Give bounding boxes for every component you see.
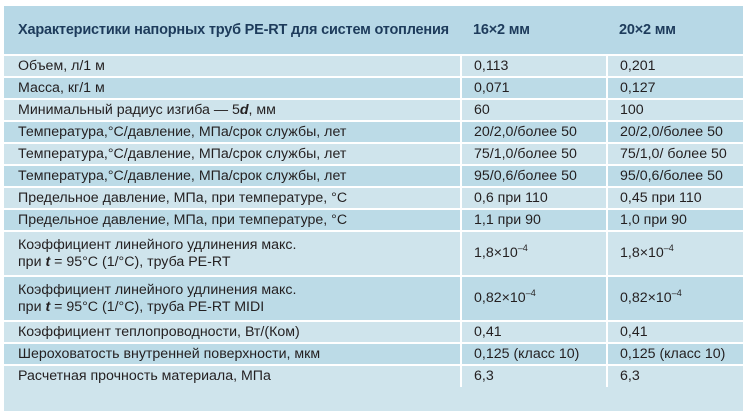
row-label-line1: Коэффициент линейного удлинения макс.	[18, 236, 297, 253]
value-16x2: 20/2,0/более 50	[461, 121, 607, 143]
row-label: Предельное давление, МПа, при температуре, °С	[4, 187, 461, 209]
row-label-text: = 95°С (1/°С), труба PE-RT	[50, 253, 231, 270]
value-16x2	[461, 231, 607, 276]
row-label-unit: , мм	[248, 101, 276, 118]
row-label-text: при	[18, 253, 46, 270]
value-20x2	[607, 276, 743, 321]
row-label	[4, 276, 461, 321]
row-label-symbol: d	[239, 101, 249, 118]
value-exponent: –4	[517, 243, 528, 253]
table-row	[4, 143, 743, 165]
value-exponent: –4	[663, 243, 674, 253]
specs-table	[4, 6, 743, 387]
value-16x2: 1,1 при 90	[461, 209, 607, 231]
value-20x2: 0,125 (класс 10)	[607, 343, 743, 365]
value-16x2: 0,071	[461, 77, 607, 99]
table-title: Характеристики напорных труб PE-RT для систем отопления	[4, 6, 461, 55]
row-label: Масса, кг/1 м	[4, 77, 461, 99]
row-label: Предельное давление, МПа, при температуре, °С	[4, 209, 461, 231]
value-20x2: 75/1,0/ более 50	[607, 143, 743, 165]
row-label-symbol: t	[45, 298, 51, 315]
table-row	[4, 343, 743, 365]
row-label: Температура,°С/давление, МПа/срок службы, лет	[4, 143, 461, 165]
row-label-text: при	[18, 298, 46, 315]
value-base: 1,8×10	[474, 245, 518, 261]
value-base: 1,8×10	[620, 245, 664, 261]
row-label-line1: Коэффициент линейного удлинения макс.	[18, 281, 297, 298]
row-label-line2	[18, 299, 460, 316]
value-16x2: 60	[461, 99, 607, 121]
value-16x2: 0,113	[461, 55, 607, 77]
value-exponent: –4	[525, 288, 536, 298]
column-header-20x2: 20×2 мм	[607, 6, 743, 55]
row-label: Объем, л/1 м	[4, 55, 461, 77]
table-row	[4, 276, 743, 321]
row-label: Температура,°С/давление, МПа/срок службы, лет	[4, 121, 461, 143]
value-16x2: 0,6 при 110	[461, 187, 607, 209]
value-16x2: 95/0,6/более 50	[461, 165, 607, 187]
value-base: 0,82×10	[474, 290, 526, 306]
value-20x2: 95/0,6/более 50	[607, 165, 743, 187]
row-label: Расчетная прочность материала, МПа	[4, 365, 461, 387]
value-16x2: 0,125 (класс 10)	[461, 343, 607, 365]
table-header-row	[4, 6, 743, 55]
value-20x2: 0,41	[607, 321, 743, 343]
value-20x2: 1,0 при 90	[607, 209, 743, 231]
row-label	[4, 99, 461, 121]
table-row	[4, 209, 743, 231]
value-20x2: 0,127	[607, 77, 743, 99]
value-20x2: 100	[607, 99, 743, 121]
table-row	[4, 55, 743, 77]
table-row	[4, 321, 743, 343]
value-16x2	[461, 276, 607, 321]
table-row	[4, 121, 743, 143]
value-20x2: 0,45 при 110	[607, 187, 743, 209]
value-20x2: 0,201	[607, 55, 743, 77]
value-16x2: 6,3	[461, 365, 607, 387]
table-row	[4, 99, 743, 121]
value-20x2	[607, 231, 743, 276]
table-row	[4, 165, 743, 187]
row-label-line2	[18, 254, 460, 271]
row-label-text: Минимальный радиус изгиба — 5	[18, 101, 240, 118]
row-label: Коэффициент теплопроводности, Вт/(Ком)	[4, 321, 461, 343]
specs-table-container	[4, 6, 743, 411]
value-20x2: 20/2,0/более 50	[607, 121, 743, 143]
value-20x2: 6,3	[607, 365, 743, 387]
table-row	[4, 231, 743, 276]
table-row	[4, 365, 743, 387]
row-label-symbol: t	[45, 253, 51, 270]
row-label-text: = 95°С (1/°С), труба PE-RT MIDI	[50, 298, 265, 315]
value-16x2: 0,41	[461, 321, 607, 343]
table-row	[4, 187, 743, 209]
table-row	[4, 77, 743, 99]
row-label	[4, 231, 461, 276]
value-exponent: –4	[671, 288, 682, 298]
row-label: Шероховатость внутренней поверхности, мкм	[4, 343, 461, 365]
value-base: 0,82×10	[620, 290, 672, 306]
row-label: Температура,°С/давление, МПа/срок службы, лет	[4, 165, 461, 187]
column-header-16x2: 16×2 мм	[461, 6, 607, 55]
value-16x2: 75/1,0/более 50	[461, 143, 607, 165]
